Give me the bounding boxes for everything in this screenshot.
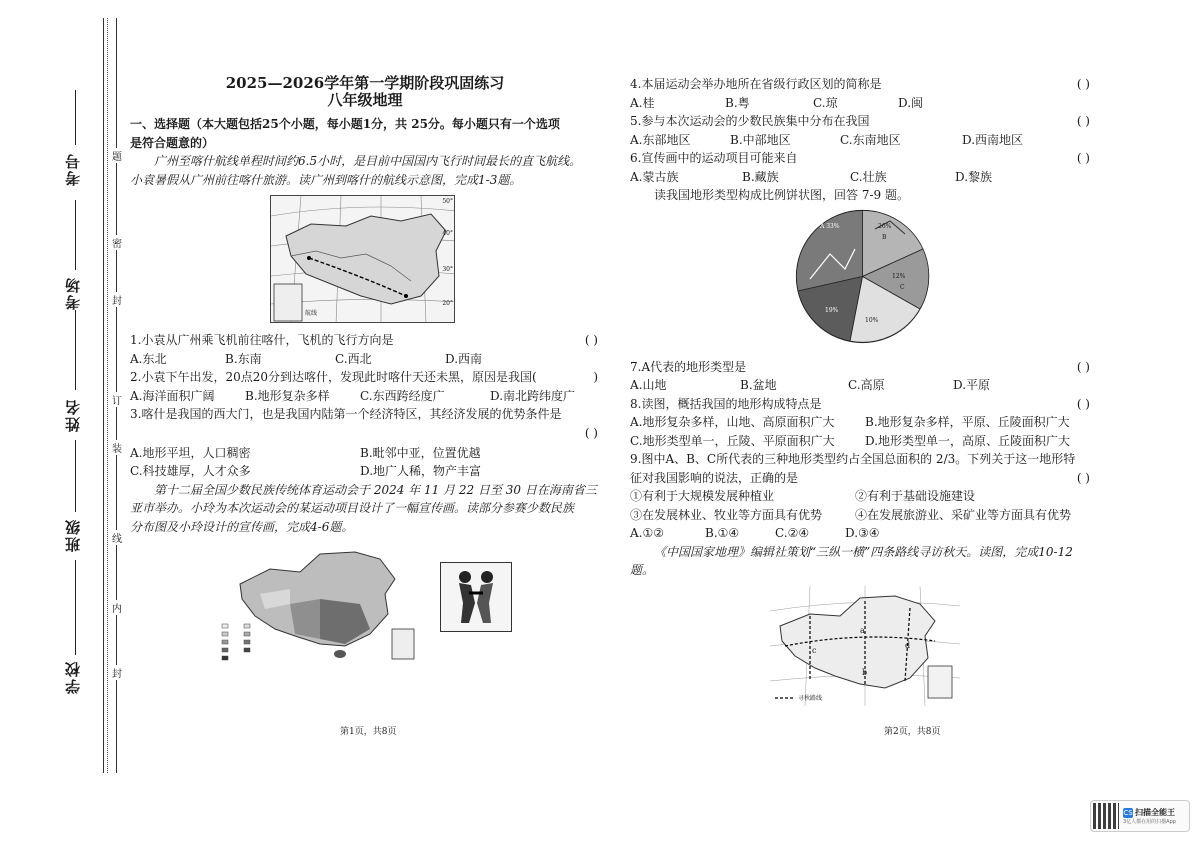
name-line[interactable] (75, 310, 76, 390)
binding-mark: 线 (112, 530, 122, 545)
binding-mark: 密 (112, 235, 122, 250)
binding-mark: 装 (112, 440, 122, 455)
pie-label: 19% (825, 306, 839, 314)
q6-option[interactable]: C.壮族 (850, 169, 887, 184)
binding-mark: 内 (112, 600, 122, 615)
q6-option[interactable]: D.黎族 (955, 169, 993, 184)
q9-statement: ④在发展旅游业、采矿业等方面具有优势 (855, 507, 1072, 522)
q9-statement: ①有利于大规模发展种植业 (630, 489, 775, 503)
exam-number-line[interactable] (75, 90, 76, 145)
qr-code-icon (1093, 803, 1119, 829)
exam-page-2 (630, 75, 1100, 711)
q2-option[interactable]: C.东西跨经度广 (360, 388, 445, 403)
camscanner-logo-icon: CS (1123, 808, 1133, 817)
propaganda-poster (440, 562, 512, 632)
q8-options (630, 432, 1100, 451)
q2-options (130, 387, 600, 406)
lat-label: 40° (442, 230, 453, 237)
q5-option[interactable]: D.西南地区 (962, 132, 1024, 147)
route-label-b: b (862, 667, 868, 677)
minorities-map (220, 544, 420, 674)
pie-label: 12% (892, 272, 906, 280)
q4-option[interactable]: C.琼 (813, 95, 838, 110)
q9-statement: ②有利于基础设施建设 (855, 489, 976, 503)
exam-title: 2025—2026学年第一学期阶段巩固练习 (225, 74, 505, 92)
route-label-a: a (860, 625, 865, 635)
route-legend: 寻秋路线 (798, 694, 823, 702)
exam-subject: 八年级地理 (327, 91, 403, 109)
q8-options (630, 413, 1100, 432)
q5-option[interactable]: B.中部地区 (730, 132, 791, 147)
q8-option[interactable]: C.地形类型单一，丘陵、平原面积广大 (630, 433, 835, 448)
autumn-route-figure (630, 586, 1100, 711)
label-exam-number: 考号 (64, 152, 82, 186)
scanner-subtitle: 3亿人都在用的扫描App (1123, 819, 1176, 825)
binding-mark: 封 (112, 665, 122, 680)
exam-page-1 (130, 75, 600, 684)
binding-mark: 题 (112, 148, 122, 163)
q8-option[interactable]: D.地形类型单一，高原、丘陵面积广大 (865, 433, 1071, 448)
q7-option[interactable]: A.山地 (630, 378, 667, 392)
q9-statements (630, 506, 1100, 525)
q1-option[interactable]: C.西北 (335, 351, 372, 366)
school-line[interactable] (75, 560, 76, 655)
terrain-pie-figure (630, 209, 1100, 344)
q5-options (630, 131, 1100, 150)
q3-option[interactable]: D.地广人稀，物产丰富 (360, 464, 482, 478)
binding-mark: 订 (112, 392, 122, 407)
q1-option[interactable]: A.东北 (130, 351, 167, 366)
q4-option[interactable]: A.桂 (630, 95, 655, 110)
q1-option[interactable]: B.东南 (225, 351, 262, 366)
question-4: 4.本届运动会举办地所在省级行政区划的简称是 ( ) (630, 77, 1090, 91)
intro-text: 广州至喀什航线单程时间约6.5小时，是目前中国国内飞行时间最长的直飞航线。 (154, 154, 582, 168)
wrestlers-illustration (441, 563, 511, 631)
q9-option[interactable]: C.②④ (775, 526, 810, 540)
intro-text: 亚市举办。小玲为本次运动会的某运动项目设计了一幅宣传画。读部分参赛少数民族 (130, 501, 575, 515)
flight-route-map (270, 195, 455, 323)
question-7: 7.A代表的地形类型是 ( ) (630, 359, 1090, 374)
page-1-footer: 第1页，共8页 (340, 727, 397, 737)
question-9-cont: 征对我国影响的说法，正确的是 ( ) (630, 470, 1090, 485)
scanner-badge[interactable] (1090, 800, 1190, 832)
q3-option[interactable]: B.毗邻中亚，位置优越 (360, 445, 481, 460)
route-label-d: d (905, 640, 911, 650)
page-2-footer: 第2页，共8页 (884, 727, 941, 737)
pie-label: B (882, 233, 887, 241)
question-8: 8.读图，概括我国的地形构成特点是 ( ) (630, 396, 1090, 411)
q9-option[interactable]: D.③④ (845, 526, 880, 540)
q3-option[interactable]: C.科技雄厚，人才众多 (130, 464, 251, 478)
question-9: 9.图中A、B、C所代表的三种地形类型约占全国总面积的 2/3。下列关于这一地形特 (630, 452, 1076, 466)
pie-label: 10% (865, 316, 879, 324)
section-heading: 一、选择题（本大题包括25个小题，每小题1分，共 25分。每小题只有一个选项 (130, 117, 560, 131)
airline-legend: 航线 (305, 310, 318, 317)
pie-label: A 33% (820, 222, 840, 230)
autumn-route-map (770, 586, 960, 706)
q7-options (630, 376, 1100, 395)
q7-option[interactable]: B.盆地 (740, 378, 777, 392)
q9-statements (630, 487, 1100, 506)
q2-option[interactable]: B.地形复杂多样 (245, 388, 330, 403)
flight-route-map-svg (271, 196, 455, 323)
route-label-c: c (812, 645, 817, 655)
exam-room-line[interactable] (75, 200, 76, 270)
q9-options (630, 524, 1100, 543)
q2-option[interactable]: D.南北跨纬度广 (490, 388, 576, 403)
lat-label: 50° (442, 198, 453, 205)
question-2: 2.小袁下午出发，20点20分到达喀什，发现此时喀什天还未黑，原因是我国( ) (130, 370, 598, 384)
q8-option[interactable]: A.地形复杂多样，山地、高原面积广大 (630, 415, 835, 429)
section-heading-cont: 是符合题意的） (130, 135, 215, 150)
q6-option[interactable]: A.蒙古族 (630, 169, 679, 184)
label-exam-room: 考场 (64, 276, 82, 310)
q2-option[interactable]: A.海洋面积广阔 (130, 388, 215, 403)
intro-text: 题。 (630, 563, 655, 577)
terrain-pie-chart (795, 209, 930, 344)
intro-text: 分布图及小玲设计的宣传画，完成4-6题。 (130, 519, 354, 534)
intro-text: 《中国国家地理》编辑社策划“三纵一横”四条路线寻访秋天。读图，完成10-12 (654, 544, 1073, 559)
q4-option[interactable]: B.粤 (725, 95, 750, 110)
q3-options (130, 444, 600, 463)
q9-option[interactable]: A.①② (630, 526, 664, 540)
q6-options (630, 168, 1100, 187)
q5-option[interactable]: C.东南地区 (840, 132, 901, 147)
q4-option[interactable]: D.闽 (898, 95, 924, 110)
q3-paren-row: ( ) (584, 425, 598, 440)
intro-text: 小袁暑假从广州前往喀什旅游。读广州到喀什的航线示意图，完成1-3题。 (130, 172, 522, 187)
class-line[interactable] (75, 440, 76, 512)
question-5: 5.参与本次运动会的少数民族集中分布在我国 ( ) (630, 114, 1090, 128)
question-6: 6.宣传画中的运动项目可能来自 ( ) (630, 151, 1090, 165)
label-name: 姓名 (64, 398, 82, 432)
q3-option[interactable]: A.地形平坦，人口稠密 (130, 445, 251, 460)
pie-label: C (900, 283, 905, 291)
lat-label: 20° (442, 300, 453, 307)
q3-options (130, 462, 600, 481)
pie-label: 26% (878, 222, 892, 230)
q5-option[interactable]: A.东部地区 (630, 132, 691, 147)
q6-option[interactable]: B.藏族 (742, 169, 779, 184)
q1-option[interactable]: D.西南 (445, 351, 483, 366)
q8-option[interactable]: B.地形复杂多样，平原、丘陵面积广大 (865, 415, 1070, 429)
scanner-title: 扫描全能王 (1135, 808, 1175, 817)
intro-text: 第十二届全国少数民族传统体育运动会于 2024 年 11 月 22 日至 30 日在海南省三 (154, 482, 597, 497)
binding-mark: 封 (112, 292, 122, 307)
q7-option[interactable]: D.平原 (953, 378, 991, 392)
minorities-figure (130, 544, 600, 684)
question-3: 3.喀什是我国的西大门，也是我国内陆第一个经济特区，其经济发展的优势条件是 (130, 407, 562, 421)
q7-option[interactable]: C.高原 (848, 378, 885, 392)
q9-option[interactable]: B.①④ (705, 526, 740, 540)
label-school: 学校 (64, 660, 82, 694)
question-1: 1.小袁从广州乘飞机前往喀什，飞机的飞行方向是 ( ) (130, 333, 598, 347)
q9-statement: ③在发展林业、牧业等方面具有优势 (630, 507, 823, 522)
q4-options (630, 94, 1100, 113)
intro-text: 读我国地形类型构成比例饼状图，回答 7-9 题。 (654, 188, 909, 202)
label-class: 班级 (64, 518, 82, 552)
q1-options (130, 350, 600, 369)
lat-label: 30° (442, 266, 453, 273)
